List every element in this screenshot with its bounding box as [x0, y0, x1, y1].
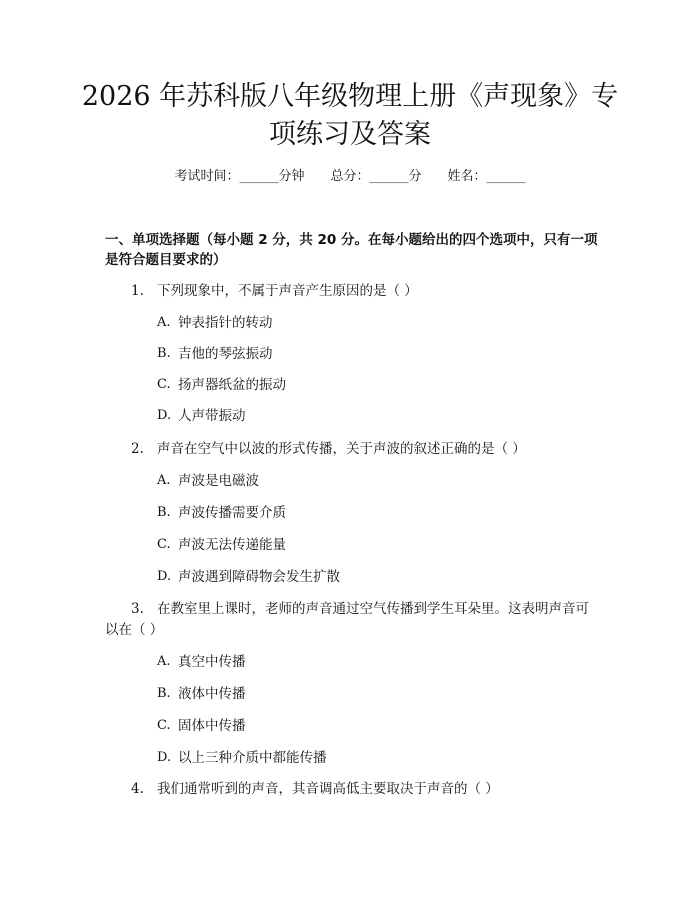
question-text: 我们通常听到的声音，其音调高低主要取决于声音的（ ） [157, 781, 499, 797]
option-letter: A. [157, 654, 171, 669]
option-letter: A. [157, 473, 171, 488]
option-text: 声波是电磁波 [178, 473, 259, 489]
section-heading-line-1: 一、单项选择题（每小题 2 分，共 20 分。在每小题给出的四个选项中，只有一项 [105, 232, 598, 248]
exam-score: 总分：______分 [330, 169, 422, 184]
question-number: 4. [131, 781, 144, 797]
question-number: 2. [131, 441, 144, 457]
document-title [60, 78, 640, 154]
section-heading-line-2: 是符合题目要求的） [105, 252, 227, 268]
title-line-2: 项练习及答案 [269, 119, 431, 150]
option-text: 声波无法传递能量 [178, 537, 286, 553]
option-letter: B. [157, 346, 171, 361]
option-letter: C. [157, 718, 171, 733]
option-text: 以上三种介质中都能传播 [178, 750, 327, 766]
option-text: 真空中传播 [178, 654, 246, 670]
section-heading [105, 230, 615, 270]
option-text: 声波遇到障碍物会发生扩散 [178, 569, 340, 585]
student-name: 姓名：______ [447, 169, 526, 184]
option-text: 钟表指针的转动 [178, 315, 273, 331]
question-text: 声音在空气中以波的形式传播，关于声波的叙述正确的是（ ） [157, 441, 526, 457]
question-text-line-1: 在教室里上课时，老师的声音通过空气传播到学生耳朵里。这表明声音可 [157, 601, 589, 617]
question-text-line-2: 以在（ ） [105, 622, 164, 638]
exam-info [0, 168, 700, 186]
option-text: 吉他的琴弦振动 [178, 346, 273, 362]
option-text: 扬声器纸盆的振动 [178, 377, 286, 393]
option-letter: B. [157, 505, 171, 520]
option-letter: D. [157, 750, 172, 765]
option-letter: D. [157, 569, 172, 584]
option-text: 固体中传播 [178, 718, 246, 734]
option-letter: B. [157, 686, 171, 701]
question-number: 3. [131, 601, 144, 617]
question-text: 下列现象中，不属于声音产生原因的是（ ） [157, 283, 418, 299]
question-number: 1. [131, 283, 144, 299]
title-line-1: 2026 年苏科版八年级物理上册《声现象》专 [81, 81, 619, 112]
exam-time: 考试时间：______分钟 [174, 169, 305, 184]
option-text: 人声带振动 [178, 408, 246, 424]
option-letter: C. [157, 377, 171, 392]
option-letter: D. [157, 408, 172, 423]
option-letter: A. [157, 315, 171, 330]
option-text: 声波传播需要介质 [178, 505, 286, 521]
option-text: 液体中传播 [178, 686, 246, 702]
option-letter: C. [157, 537, 171, 552]
